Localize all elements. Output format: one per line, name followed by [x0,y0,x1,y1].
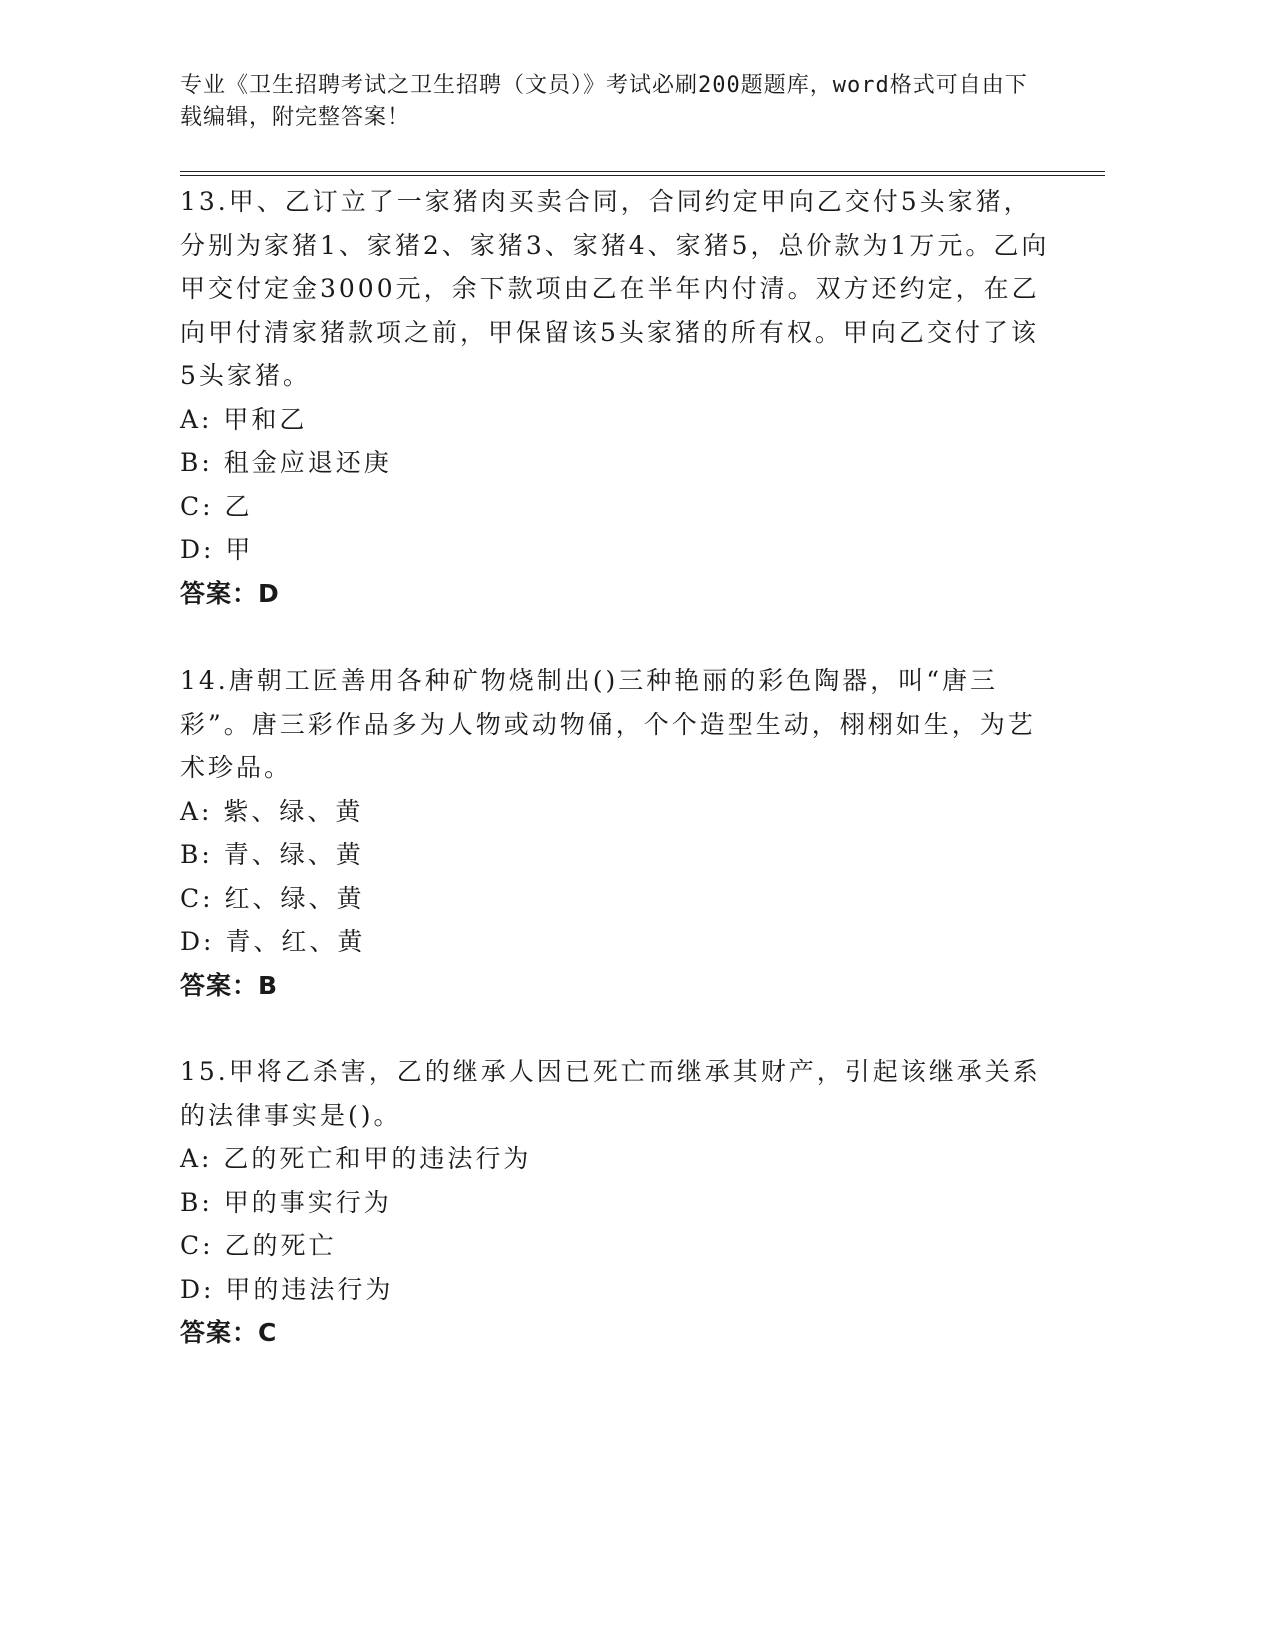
answer: 答案：B [180,970,279,1000]
document-header: 专业《卫生招聘考试之卫生招聘（文员）》考试必刷200题题库，word格式可自由下载编辑，附完整答案！ [180,73,1028,130]
option-a: A: 甲和乙 [180,404,308,434]
option-b: B: 租金应退还庚 [180,448,392,477]
question-13 [180,180,1050,615]
option-c: C: 乙 [180,491,253,521]
option-d: D: 甲的违法行为 [180,1274,394,1304]
question-14 [180,659,1050,1007]
header-divider-bottom [180,175,1105,176]
question-stem: 15.甲将乙杀害，乙的继承人因已死亡而继承其财产，引起该继承关系的法律事实是()。 [180,1057,1041,1130]
option-a: A: 紫、绿、黄 [180,796,364,826]
header-divider-top [180,171,1105,172]
question-stem: 14.唐朝工匠善用各种矿物烧制出()三种艳丽的彩色陶器，叫“唐三彩”。唐三彩作品多为人物或动物俑，个个造型生动，栩栩如生，为艺术珍品。 [180,666,1036,782]
option-b: B: 甲的事实行为 [180,1187,392,1217]
answer: 答案：C [180,1318,278,1347]
question-15 [180,1050,1050,1355]
answer: 答案：D [180,578,280,608]
option-c: C: 红、绿、黄 [180,883,365,913]
option-d: D: 甲 [180,535,254,564]
question-stem: 13.甲、乙订立了一家猪肉买卖合同，合同约定甲向乙交付5头家猪，分别为家猪1、家猪2、家猪3、家猪4、家猪5，总价款为1万元。乙向甲交付定金3000元，余下款项由乙在半年内付清。双方还约定，在乙向甲付清家猪款项之前，甲保留该5头家猪的所有权。甲向乙交付了该5头家猪。 [180,187,1050,390]
option-a: A: 乙的死亡和甲的违法行为 [180,1144,532,1173]
option-c: C: 乙的死亡 [180,1231,337,1260]
option-b: B: 青、绿、黄 [180,840,364,869]
option-d: D: 青、红、黄 [180,927,366,956]
